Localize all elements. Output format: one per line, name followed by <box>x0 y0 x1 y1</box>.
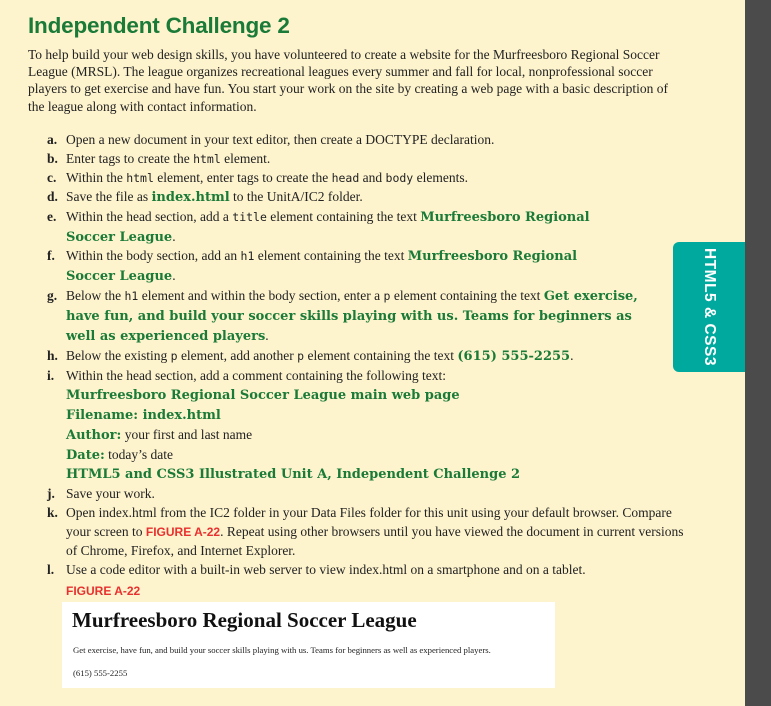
step-letter: a. <box>47 132 58 147</box>
bold-term: Murfreesboro Regional <box>407 249 578 265</box>
bold-term: (615) 555-2255 <box>457 348 571 364</box>
step-text: . <box>172 228 176 244</box>
bold-term: well as experienced players <box>66 329 266 345</box>
step-text: Within the head section, add a <box>66 208 233 224</box>
code-term: h1 <box>124 289 139 304</box>
step-text: Enter tags to create the <box>66 150 194 166</box>
code-term: p <box>383 289 391 304</box>
step-text: Save your work. <box>66 486 155 502</box>
step-b <box>47 150 687 169</box>
step-text: element containing the text <box>254 248 408 264</box>
steps-list <box>47 131 687 580</box>
code-term: p <box>170 348 178 363</box>
figure-reference: FIGURE A-22 <box>145 525 221 540</box>
bold-term: Get exercise, <box>543 289 638 305</box>
step-text: element and within the body section, enter a <box>138 288 384 304</box>
comment-author-value: your first and last name <box>121 426 253 442</box>
step-f <box>47 247 687 267</box>
step-text: element containing the text <box>304 347 458 363</box>
step-letter: b. <box>47 150 58 166</box>
step-letter: g. <box>47 288 58 304</box>
step-text: element. <box>220 150 271 166</box>
step-letter: i. <box>47 367 55 383</box>
step-text: Below the <box>66 288 125 304</box>
figure-phone: (615) 555-2255 <box>73 668 128 678</box>
step-i <box>47 367 687 386</box>
step-letter: c. <box>47 169 57 185</box>
figure-label: FIGURE A-22 <box>66 584 141 598</box>
code-term: html <box>193 151 221 166</box>
figure-heading: Murfreesboro Regional Soccer League <box>72 608 417 632</box>
code-term: p <box>297 348 305 363</box>
bold-term: Soccer League <box>66 229 173 245</box>
code-term: head <box>331 170 360 185</box>
step-j <box>47 485 687 504</box>
comment-line-2: Filename: index.html <box>66 407 221 423</box>
step-text: . <box>265 328 269 344</box>
step-d <box>47 188 687 208</box>
step-text: . <box>172 268 176 284</box>
step-text: element, add another <box>177 347 298 363</box>
comment-line-5: HTML5 and CSS3 Illustrated Unit A, Independent Challenge 2 <box>66 467 521 483</box>
bold-term: Murfreesboro Regional <box>420 209 590 225</box>
step-text: Open a new document in your text editor, then create a DOCTYPE declaration. <box>66 132 495 147</box>
step-text: Below the existing <box>66 347 171 363</box>
comment-author-label: Author: <box>66 427 122 443</box>
step-a <box>47 131 687 150</box>
step-text: Within the <box>66 169 127 185</box>
code-term: body <box>385 170 414 185</box>
step-text: element, enter tags to create the <box>153 169 332 185</box>
step-text: . Repeat using other browsers until you have viewed the document in current versions of Chrome, Firefox, and Internet Explorer. <box>66 524 684 559</box>
step-text: . <box>570 347 574 363</box>
code-term: h1 <box>240 249 255 264</box>
comment-date-value: today’s date <box>104 446 174 462</box>
challenge-heading: Independent Challenge 2 <box>28 13 290 38</box>
step-letter: k. <box>47 505 58 521</box>
step-h <box>47 347 687 367</box>
comment-date-label: Date: <box>66 447 105 463</box>
step-text: and <box>359 169 386 185</box>
side-tab-label: HTML5 & CSS3 <box>701 248 718 366</box>
bold-term: Soccer League <box>66 269 173 285</box>
step-g <box>47 287 687 307</box>
step-text: Save the file as <box>66 188 152 204</box>
step-text: Within the body section, add an <box>66 248 241 264</box>
figure-paragraph: Get exercise, have fun, and build your soccer skills playing with us. Teams for beginners as well as experienced players. <box>73 645 491 655</box>
comment-line-1: Murfreesboro Regional Soccer League main web page <box>66 387 460 403</box>
viewer-background-strip <box>745 0 771 706</box>
figure-browser-preview <box>62 602 555 688</box>
step-text: element containing the text <box>390 288 544 304</box>
step-letter: l. <box>47 561 55 577</box>
step-letter: j. <box>47 486 55 502</box>
step-l <box>47 561 687 580</box>
code-term: title <box>232 209 267 224</box>
step-text: to the UnitA/IC2 folder. <box>229 188 363 204</box>
side-tab <box>673 242 745 372</box>
step-text: element containing the text <box>266 208 421 224</box>
code-term: html <box>126 170 154 185</box>
step-letter: h. <box>47 347 58 363</box>
step-k <box>47 504 687 561</box>
step-text: Within the head section, add a comment containing the following text: <box>66 367 446 383</box>
step-c <box>47 169 687 188</box>
intro-paragraph: To help build your web design skills, you have volunteered to create a website for the Murfreesboro Regional Soccer League (MRSL). The league organizes recreational leagues every summer and fall for local, nonprofessional soccer players to get exercise and have fun. You start your work on the site by creating a web page with a basic description of the league along with contact information. <box>28 47 668 114</box>
bold-term: index.html <box>151 189 230 205</box>
step-text: Use a code editor with a built-in web server to view index.html on a smartphone and on a tablet. <box>66 561 586 577</box>
step-e <box>47 208 687 228</box>
step-letter: f. <box>47 248 55 264</box>
step-text: Open index.html from the IC2 folder in your Data Files folder for this unit using your default browser. Compare your screen to <box>66 505 672 540</box>
step-letter: e. <box>47 208 57 224</box>
step-text: elements. <box>413 169 468 185</box>
bold-term: have fun, and build your soccer skills playing with us. Teams for beginners as <box>66 309 632 325</box>
step-letter: d. <box>47 188 58 204</box>
